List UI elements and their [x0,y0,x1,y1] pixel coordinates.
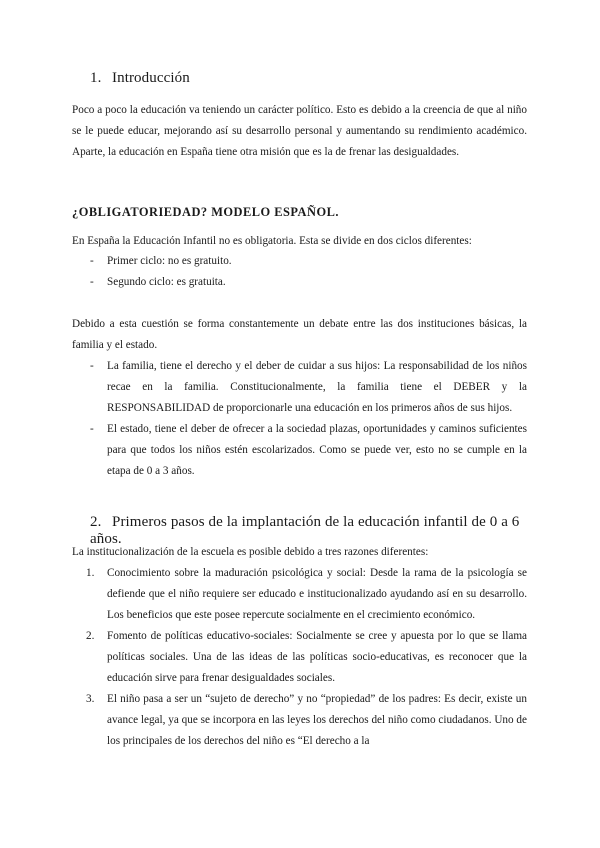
list-item-text: Conocimiento sobre la maduración psicológica y social: Desde la rama de la psicología se defiende que el niño requiere ser educado e institucionalizado ayudando así en su desarrollo. Los beneficios que este posee repercute socialmente en el crecimiento económico. [107,567,527,621]
list-item-text: El estado, tiene el deber de ofrecer a la sociedad plazas, oportunidades y caminos suficientes para que todos los niños estén escolarizados. Como se puede ver, esto no se cumple en la etapa de 0 a 3 años. [107,423,527,477]
list-item [72,689,527,752]
list-item-text: Primer ciclo: no es gratuito. [107,255,232,267]
list-item-text: La familia, tiene el derecho y el deber de cuidar a sus hijos: La responsabilidad de los niños recae en la familia. Constitucionalmente, la familia tiene el DEBER y la RESPONSABILIDAD de proporcionarle una educación en los primeros años de sus hijos. [107,360,527,414]
institutions-list [72,356,527,482]
section-1-heading [90,70,190,87]
dash-marker: - [90,276,94,288]
list-item [72,626,527,689]
number-marker: 1. [86,567,95,579]
list-item [72,272,527,293]
dash-marker: - [90,423,94,435]
section-1-number: 1. [90,70,102,86]
cycles-list [72,251,527,293]
debate-paragraph: Debido a esta cuestión se forma constantemente un debate entre las dos instituciones básicas, la familia y el estado. [72,318,527,351]
subsection-heading: ¿OBLIGATORIEDAD? MODELO ESPAÑOL. [72,205,339,219]
cycles-intro: En España la Educación Infantil no es obligatoria. Esta se divide en dos ciclos diferentes: [72,235,472,247]
intro-paragraph: Poco a poco la educación va teniendo un carácter político. Esto es debido a la creencia de que al niño se le puede educar, mejorando así su desarrollo personal y aumentando su rendimiento académico. Aparte, la educación en España tiene otra misión que es la de frenar las desigualdades. [72,104,527,158]
reasons-intro: La institucionalización de la escuela es posible debido a tres razones diferentes: [72,546,429,558]
list-item-text: Fomento de políticas educativo-sociales: Socialmente se cree y apuesta por lo que se llama políticas sociales. Una de las ideas de las políticas socio-educativas, es reconocer que la educación sirve para frenar desigualdades sociales. [107,630,527,684]
list-item [72,419,527,482]
dash-marker: - [90,255,94,267]
list-item [72,563,527,626]
dash-marker: - [90,360,94,372]
reasons-list [72,563,527,752]
number-marker: 2. [86,630,95,642]
number-marker: 3. [86,693,95,705]
list-item [72,251,527,272]
section-1-title: Introducción [112,70,190,86]
list-item-text: El niño pasa a ser un “sujeto de derecho” y no “propiedad” de los padres: Es decir, existe un avance legal, ya que se incorpora en las leyes los derechos del niño como ciudadanos. Uno de los principales de los derechos del niño es “El derecho a la [107,693,527,747]
list-item [72,356,527,419]
section-2-title: Primeros pasos de la implantación de la educación infantil de 0 a 6 años. [90,514,520,547]
section-2-number: 2. [90,514,102,530]
list-item-text: Segundo ciclo: es gratuita. [107,276,226,288]
